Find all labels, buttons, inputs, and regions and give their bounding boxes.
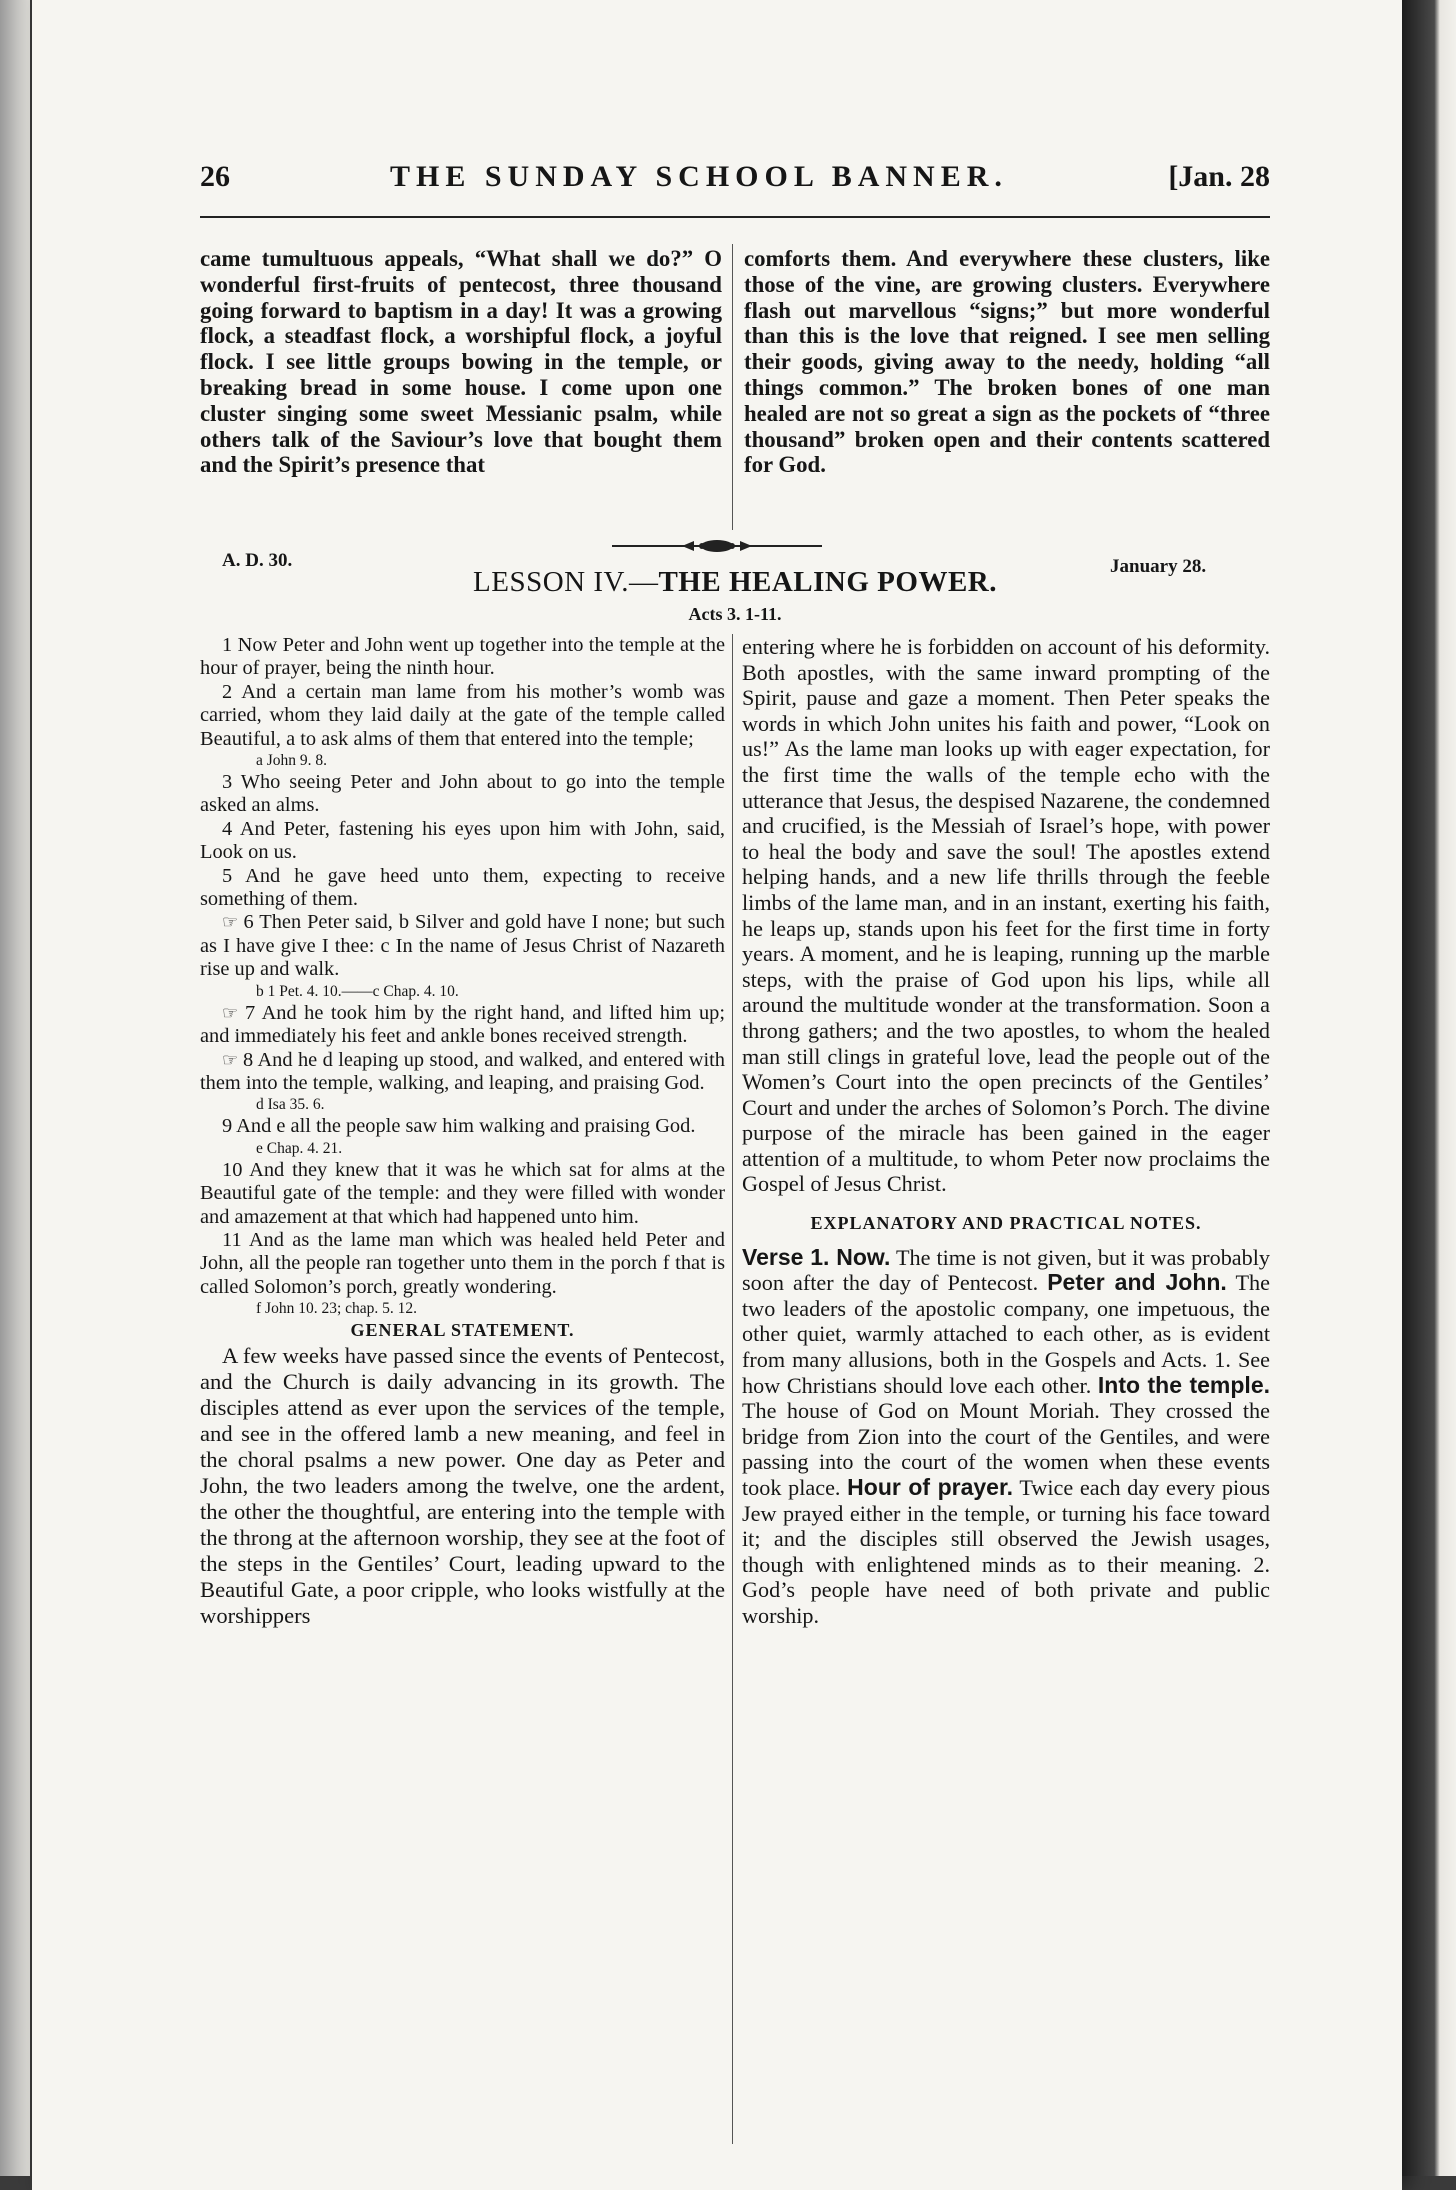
verse-footnote: a John 9. 8. xyxy=(256,752,328,770)
pointing-hand-icon: ☞ xyxy=(222,912,244,933)
verse xyxy=(200,771,725,818)
note-text: The house of God on Mount Moriah. They crossed the bridge from Zion into the court of the Gentiles, and were passing into the court of the women when these events took place. xyxy=(742,1398,1270,1500)
notes-heading: EXPLANATORY AND PRACTICAL NOTES. xyxy=(810,1213,1202,1234)
verse-text: 2 And a certain man lame from his mother’s womb was carried, whom they laid daily at the gate of the temple called Beautiful, a to ask alms of them that entered into the temple; xyxy=(200,680,725,750)
verse xyxy=(200,865,725,912)
scripture-verses-column xyxy=(200,634,725,1629)
periodical-title: THE SUNDAY SCHOOL BANNER. xyxy=(390,160,1008,193)
binding-gutter xyxy=(0,0,30,2176)
verse xyxy=(200,818,725,865)
lesson-date: January 28. xyxy=(1110,556,1207,577)
verse-text: 10 And they knew that it was he which sat for alms at the Beautiful gate of the temple: and they were filled with wonder and amazement at that which had happened unto him. xyxy=(200,1158,725,1228)
ornament-divider xyxy=(612,536,822,556)
running-header xyxy=(200,160,1270,210)
verse xyxy=(200,1049,725,1096)
verse-footnote: e Chap. 4. 21. xyxy=(256,1139,343,1157)
header-rule xyxy=(200,216,1270,218)
verse xyxy=(200,634,725,681)
page-number: 26 xyxy=(200,160,230,193)
note-keyword: Peter and John. xyxy=(1047,1269,1227,1296)
general-statement-continuation: entering where he is forbidden on account of his deformity. Both apostles, with the same inward prompting of the Spirit, pause and gaze a moment. Then Peter speaks the words in which John unites his faith and power, “Look on us!” As the lame man looks up with eager expectation, for the first time the walls of the temple echo with the utterance that Jesus, the despised Nazarene, the condemned and crucified, is the Messiah of Israel’s hope, with power to heal the body and save the soul! The apostles extend helping hands, and a new life thrills through the feeble limbs of the lame man, and in an instant, exerting his faith, he leaps up, stands upon his feet for the first time in forty years. A moment, and he is leaping, running up the marble steps, with the praise of God upon his lips, while all around the multitude wonder at the transformation. Soon a throng gathers; and the two apostles, to whom the healed man still clings in grateful love, lead the people out of the Women’s Court into the open precincts of the Gentiles’ Court and under the arches of Solomon’s Porch. The divine purpose of the miracle has been gained in the eager attention of a multitude, to whom Peter now proclaims the Gospel of Jesus Christ. xyxy=(742,634,1270,1197)
verse-footnote: b 1 Pet. 4. 10.——c Chap. 4. 10. xyxy=(256,982,459,1000)
verse-footnote: f John 10. 23; chap. 5. 12. xyxy=(256,1300,418,1318)
note-keyword: Hour of prayer. xyxy=(847,1474,1014,1500)
pointing-hand-icon: ☞ xyxy=(222,1049,243,1070)
scripture-reference: Acts 3. 1-11. xyxy=(688,604,782,624)
note-text: Twice each day every pious Jew prayed either in the temple, or turning his face toward it; and the disciples still observed the Jewish usages, though with enlightened minds as to their meaning. 2. God’s people have need of both private and public worship. xyxy=(742,1475,1270,1628)
top-right-paragraph: comforts them. And everywhere these clusters, like those of the vine, are growing clusters. Everywhere flash out marvellous “signs;” but more wonderful than this is the love that reigned. I see men selling their goods, giving away to the needy, holding “all things common.” The broken bones of one man healed are not so great a sign as the pockets of “three thousand” broken open and their contents scattered for God. xyxy=(744,246,1270,478)
verse xyxy=(200,1115,725,1138)
verse xyxy=(200,1159,725,1229)
general-statement-heading: GENERAL STATEMENT. xyxy=(350,1320,575,1341)
verse-text: 1 Now Peter and John went up together into the temple at the hour of prayer, being the ninth hour. xyxy=(200,634,725,680)
note-text: The two leaders of the apostolic company, one impetuous, the other quiet, warmly attached to each other, as is evident from many allusions, both in the Gospels and Acts. 1. See how Christians should love each other. xyxy=(742,1270,1270,1398)
top-left-paragraph: came tumultuous appeals, “What shall we do?” O wonderful first-fruits of pentecost, three thousand going forward to baptism in a day! It was a growing flock, a steadfast flock, a worshipful flock, a joyful flock. I see little groups bowing in the temple, or breaking bread in some house. I come upon one cluster singing some sweet Messianic psalm, while others talk of the Saviour’s love that bought them and the Spirit’s presence that xyxy=(200,246,722,478)
general-statement-text: A few weeks have passed since the events of Pentecost, and the Church is daily advancing in its growth. The disciples attend as ever upon the services of the temple, and see in the offered lamb a new meaning, and feel in the choral psalms a new power. One day as Peter and John, the two leaders among the twelve, one the ardent, the other the thoughtful, are entering into the temple with the throng at the afternoon worship, they see at the foot of the steps in the Gentiles’ Court, leading upward to the Beautiful Gate, a poor cripple, who looks wistfully at the worshippers xyxy=(200,1342,725,1628)
top-right-column xyxy=(744,246,1270,480)
top-left-column xyxy=(200,246,722,480)
commentary-column xyxy=(742,634,1270,1629)
lesson-heading: THE HEALING POWER. xyxy=(658,566,997,598)
note-keyword: Verse 1. Now. xyxy=(742,1243,891,1270)
lesson-title xyxy=(200,566,1270,599)
verse-text: 3 Who seeing Peter and John about to go into the temple asked an alms. xyxy=(200,771,725,817)
verse-text: 7 And he took him by the right hand, and lifted him up; and immediately his feet and ankle bones received strength. xyxy=(200,1001,726,1048)
lesson-year: A. D. 30. xyxy=(222,550,293,571)
column-divider-main xyxy=(732,634,733,2144)
verse xyxy=(200,911,725,981)
header-date: [Jan. 28 xyxy=(1168,160,1270,193)
verse-text: 11 And as the lame man which was healed held Peter and John, all the people ran together unto them in the porch f that is called Solomon’s porch, greatly wondering. xyxy=(200,1228,725,1298)
explanatory-notes xyxy=(742,1245,1270,1629)
pointing-hand-icon: ☞ xyxy=(222,1002,246,1023)
next-page-edge xyxy=(1402,0,1456,2176)
verse-text: 4 And Peter, fastening his eyes upon him with John, said, Look on us. xyxy=(200,817,725,864)
column-divider-top xyxy=(732,244,733,530)
verse-text: 9 And e all the people saw him walking and praising God. xyxy=(222,1115,696,1138)
note-keyword: Into the temple. xyxy=(1097,1371,1271,1398)
note-text: The time is not given, but it was probably soon after the day of Pentecost. xyxy=(742,1244,1271,1296)
verse-footnote: d Isa 35. 6. xyxy=(256,1096,325,1114)
verse-text: 8 And he d leaping up stood, and walked, and entered with them into the temple, walking, and leaping, and praising God. xyxy=(200,1048,725,1094)
verse xyxy=(200,681,725,751)
verse xyxy=(200,1229,725,1299)
lesson-number: LESSON IV.— xyxy=(473,566,659,598)
verse-text: 5 And he gave heed unto them, expecting to receive something of them. xyxy=(200,864,725,911)
verse-text: 6 Then Peter said, b Silver and gold have I none; but such as I have give I thee: c In the name of Jesus Christ of Nazareth rise up and walk. xyxy=(200,911,725,981)
verse xyxy=(200,1002,725,1049)
